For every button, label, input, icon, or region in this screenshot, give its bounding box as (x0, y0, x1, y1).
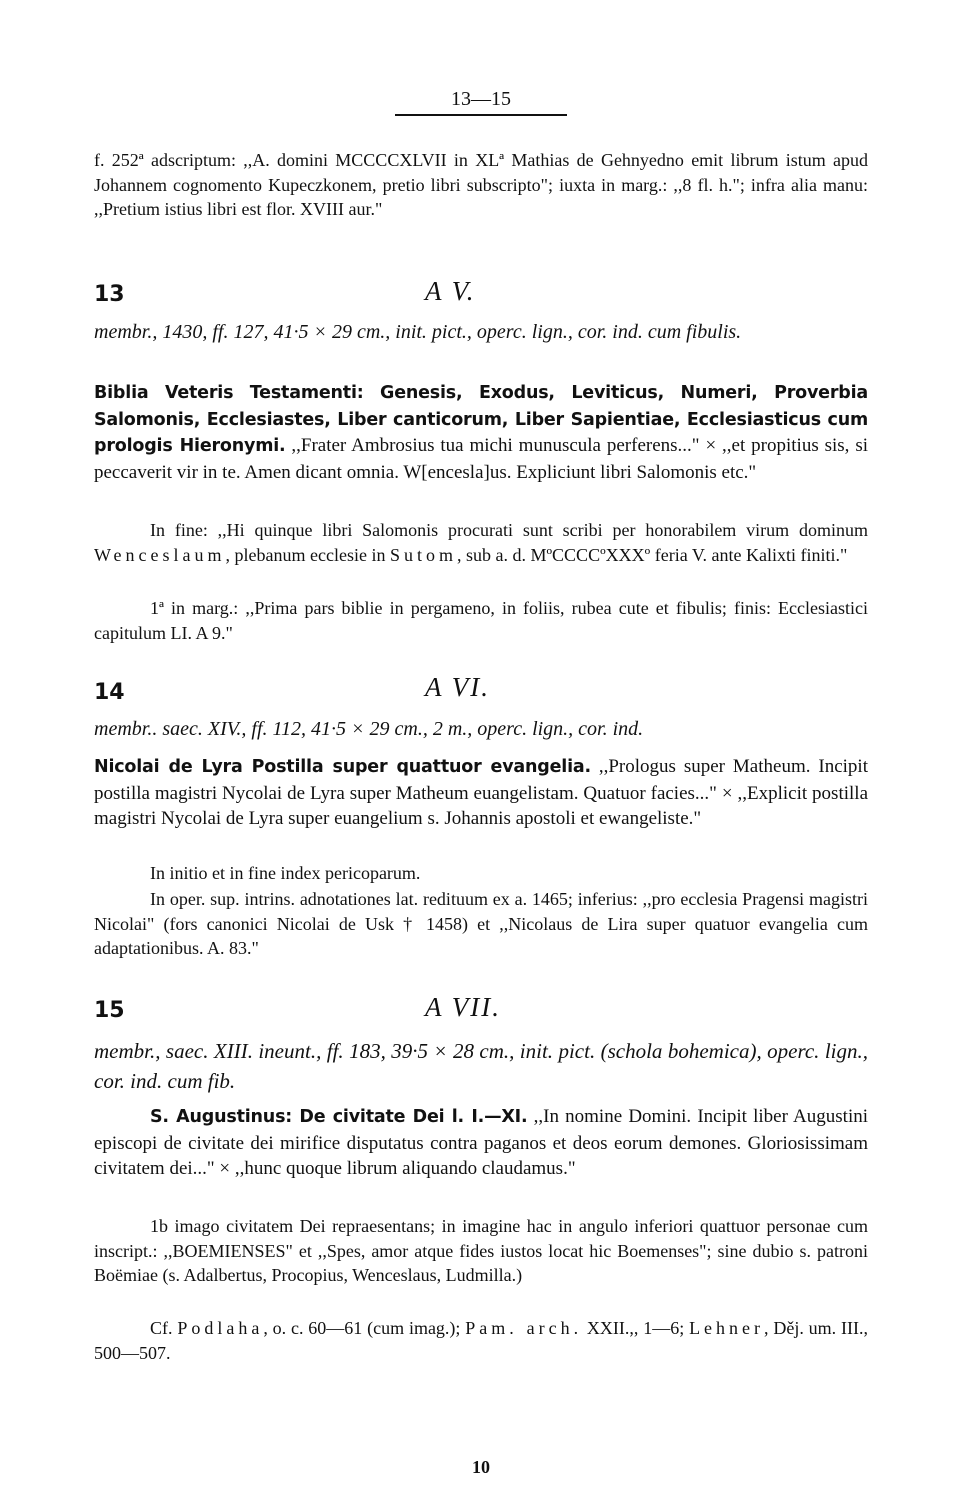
note-text: In oper. sup. intrins. adnotationes lat. redituum ex a. 1465; inferius: ,,pro ecclesia Pragensi magistri Nicolai" (fors canonici Nicolai de Usk † 1458) et ,,Nicolaus de Lira super quatuor evangelia cum adaptationibus. A. 83." (94, 889, 868, 958)
incipit-explicit: ,,In nomine Domini. Incipit liber Augustini episcopi de civitate dei mirifice disputatus contra paganos et deos eorum demones. Gloriosissimam civitatem dei..." × ,,hunc quoque librum aliquando claudamus." (94, 1106, 868, 1179)
entry-14-note-2 (94, 887, 868, 961)
entry-15-content (94, 1104, 868, 1182)
entry-number: 14 (94, 680, 125, 705)
physical-description: membr., 1430, ff. 127, 41·5 × 29 cm., init. pict., operc. lign., cor. ind. cum fibulis. (94, 321, 742, 343)
entry-13-content (94, 380, 868, 485)
spaced-name: Wenceslaum (94, 544, 226, 565)
note-text: 1ª in marg.: ,,Prima pars biblie in pergameno, in foliis, rubea cute et fibulis; finis: Ecclesiastici capitulum LI. A 9." (94, 598, 868, 643)
entry-13-note-2 (94, 596, 868, 645)
note-text: , sub a. d. MºCCCCºXXXº feria V. ante Kalixti finiti." (456, 544, 848, 565)
work-title: Biblia Veteris Testamenti: Genesis, Exodus, Leviticus, Numeri, Proverbia Salomonis, Ecclesiastes, Liber canticorum, Liber Sapientiae, Ecclesiasticus cum prologis Hieronymi. (94, 383, 868, 456)
note-text: XXII.,, 1—6; (582, 1318, 690, 1338)
work-title: S. Augustinus: De civitate Dei l. I.—XI. (150, 1107, 528, 1127)
incipit-explicit: ,,Frater Ambrosius tua michi munuscula perferens..." × ,,et propitius sis, si peccaverit vir in te. Amen dicant omnia. W[encesla]us. Expliciunt libri Salomonis etc." (94, 435, 868, 483)
entry-signature: A VI. (425, 672, 490, 702)
note-text: In initio et in fine index pericoparum. (150, 863, 421, 883)
entry-15-description (94, 1036, 868, 1096)
spaced-place: Sutom (389, 544, 457, 565)
intro-paragraph (94, 148, 868, 222)
physical-description: membr., saec. XIII. ineunt., ff. 183, 39·5 × 28 cm., init. pict. (schola bohemica), operc. lign., cor. ind. cum fib. (94, 1039, 868, 1093)
running-head (94, 88, 868, 116)
author-name: Podlaha (177, 1318, 264, 1338)
entry-13-header (94, 276, 868, 316)
entry-signature: A VII. (425, 992, 501, 1022)
entry-15-header (94, 992, 868, 1032)
entry-number: 15 (94, 998, 125, 1023)
intro-text: f. 252ª adscriptum: ,,A. domini MCCCCXLVII in XLª Mathias de Gehnyedno emit librum istum apud Johannem cognomento Kupeczkonem, pretio libri subscripto"; iuxta in marg.: ,,8 fl. h."; infra alia manu: ,,Pretium istius libri est flor. XVIII aur." (94, 150, 868, 219)
page-number: 10 (472, 1457, 490, 1477)
entry-13-description (94, 318, 868, 346)
running-head-text: 13—15 (395, 88, 567, 116)
document-page (94, 0, 868, 1512)
entry-13-note-1 (94, 518, 868, 567)
note-text: , o. c. 60—61 (cum imag.); (263, 1318, 466, 1338)
physical-description: membr.. saec. XIV., ff. 112, 41·5 × 29 cm., 2 m., operc. lign., cor. ind. (94, 718, 644, 740)
entry-14-note-1 (94, 861, 868, 886)
entry-number: 13 (94, 282, 125, 307)
note-text: , Děj. um. III., 500—507. (94, 1318, 868, 1363)
entry-14-content (94, 754, 868, 832)
note-text: 1b imago civitatem Dei repraesentans; in imagine hac in angulo inferiori quattuor personae cum inscript.: ,,BOEMIENSES" et ,,Spes, amor atque fides iustos locat hic Boemenses"; sine dubio s. patroni Boëmiae (s. Adalbertus, Procopius, Wenceslaus, Ludmilla.) (94, 1216, 868, 1285)
entry-15-note-2 (94, 1316, 868, 1365)
incipit-explicit: ,,Prologus super Matheum. Incipit postilla magistri Nycolai de Lyra super Matheum euangelistam. Quatuor facies..." × ,,Explicit postilla magistri Nycolai de Lyra super euangelium s. Johannis apostoli et ewangeliste." (94, 756, 868, 829)
entry-15-note-1 (94, 1214, 868, 1288)
note-text: , plebanum ecclesie in (225, 544, 390, 565)
work-title: Nicolai de Lyra Postilla super quattuor evangelia. (94, 757, 591, 777)
entry-14-description (94, 715, 868, 743)
note-text: In fine: ,,Hi quinque libri Salomonis procurati sunt scribi per honorabilem virum dominum (150, 520, 868, 540)
journal-name: Pam. arch. (465, 1318, 583, 1338)
entry-14-header (94, 672, 868, 712)
author-name: Lehner (689, 1318, 765, 1338)
entry-signature: A V. (425, 276, 476, 306)
note-text: Cf. (150, 1318, 178, 1338)
